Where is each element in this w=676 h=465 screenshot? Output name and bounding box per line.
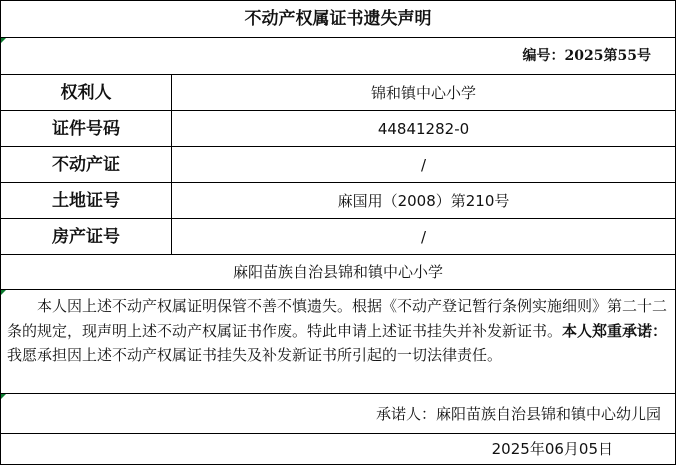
field-label: 房产证号 [1,219,172,254]
statement-text-2: 我愿承担因上述不动产权属证书挂失及补发新证书所引起的一切法律责任。 [7,346,503,364]
field-value: 锦和镇中心小学 [370,84,476,102]
organization-name: 麻阳苗族自治县锦和镇中心小学 [1,255,675,290]
statement-paragraph [1,290,675,394]
field-label: 不动产证 [1,147,172,182]
declaration-date: 2025年06月05日 [491,440,613,458]
field-row-property-cert [1,147,675,183]
field-value: / [420,156,427,174]
field-row-land-cert [1,183,675,219]
field-row-house-cert [1,219,675,255]
field-row-owner [1,75,675,111]
field-label: 土地证号 [1,183,172,218]
document-number: 编号：2025第55号 [1,38,675,75]
field-value: / [420,228,427,246]
field-label: 权利人 [1,75,172,110]
field-label: 证件号码 [1,111,172,146]
field-value: 44841282-0 [377,120,470,138]
promiser-line: 承诺人：麻阳苗族自治县锦和镇中心幼儿园 [1,394,675,434]
statement-text: 本人因上述不动产权属证明保管不善不慎遗失。根据《不动产登记暂行条例实施细则》第二十二条的规定，现声明上述不动产权属证书作废。特此申请上述证书挂失并补发新证书。 [7,297,668,340]
document-title: 不动产权属证书遗失声明 [1,1,675,38]
field-row-id-number [1,111,675,147]
field-value: 麻国用（2008）第210号 [337,192,510,210]
statement-emphasis: 本人郑重承诺： [562,321,668,340]
